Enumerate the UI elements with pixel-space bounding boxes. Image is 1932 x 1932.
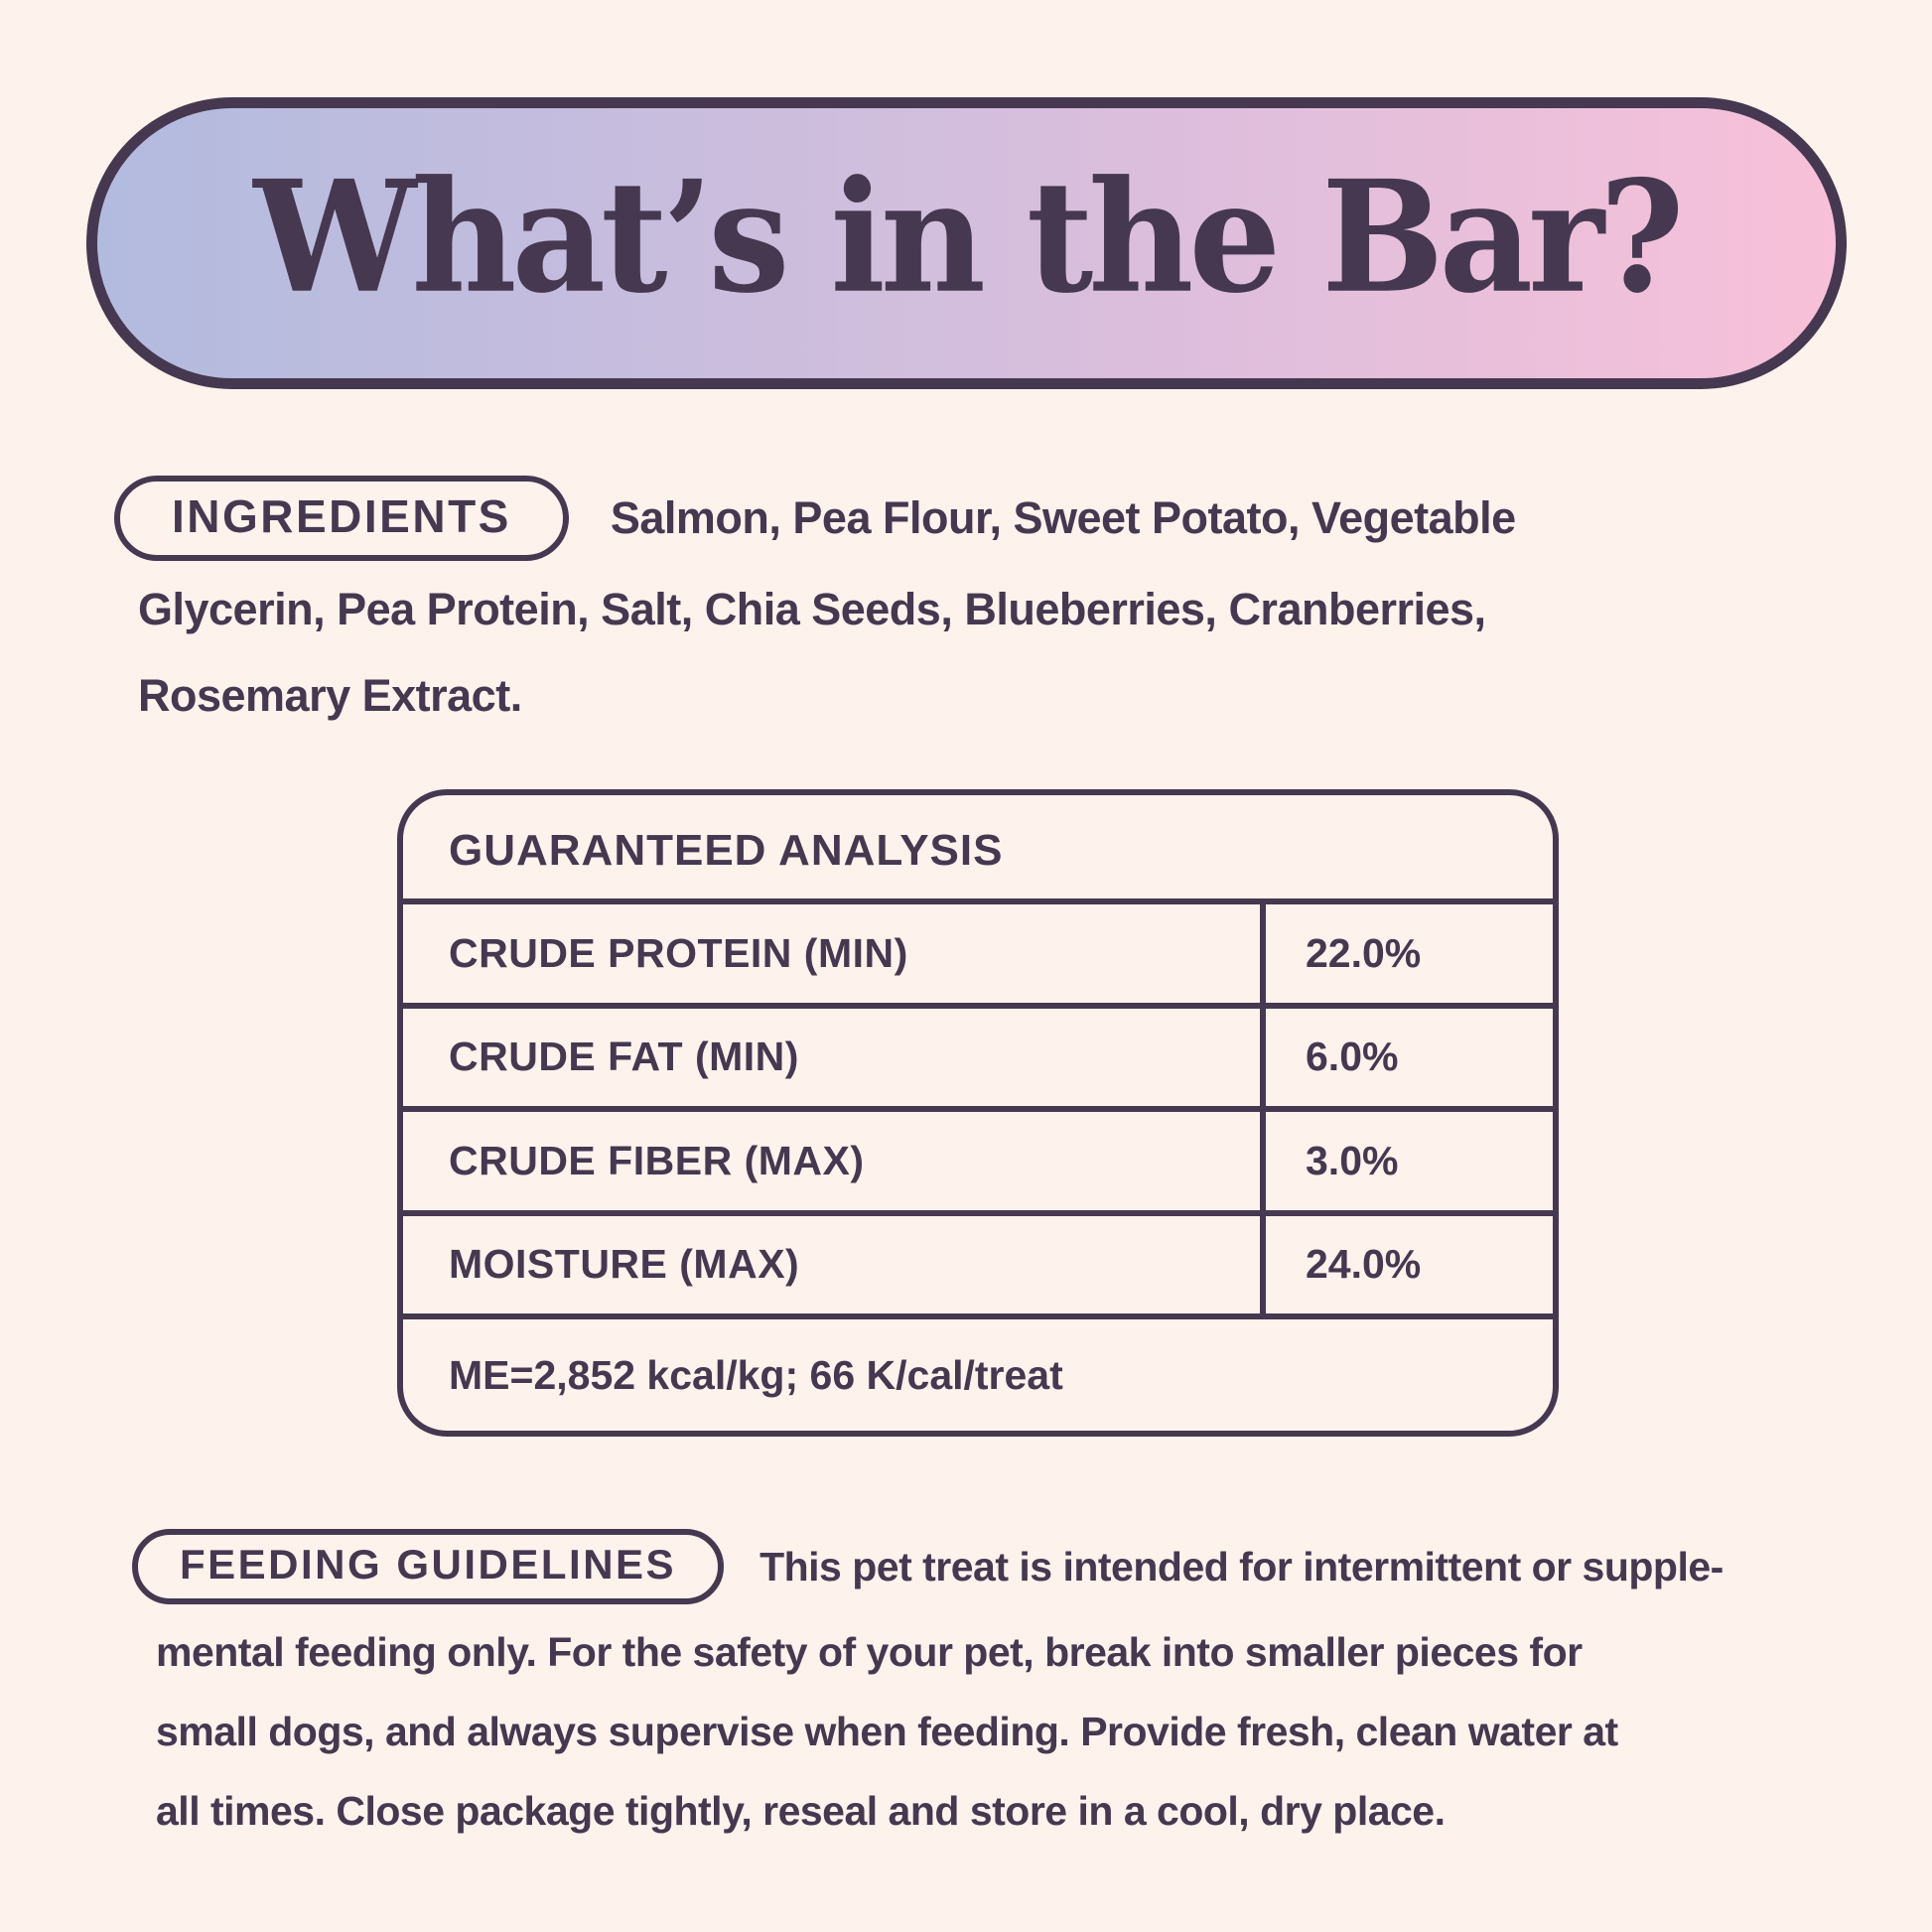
table-row	[403, 1210, 1553, 1314]
ingredients-badge: INGREDIENTS	[114, 476, 569, 561]
feeding-guidelines-section	[132, 1521, 1860, 1851]
ingredients-text-line-2: Glycerin, Pea Protein, Salt, Chia Seeds, Blueberries, Cranberries,	[138, 584, 1486, 634]
table-row	[403, 1106, 1553, 1210]
feeding-guidelines-badge: FEEDING GUIDELINES	[132, 1529, 724, 1604]
feeding-text-line-4: all times. Close package tightly, reseal and store in a cool, dry place.	[156, 1788, 1446, 1834]
header-pill	[86, 97, 1847, 389]
feeding-text-line-2: mental feeding only. For the safety of your pet, break into smaller pieces for	[156, 1629, 1583, 1675]
ingredients-text-line-1: Salmon, Pea Flour, Sweet Potato, Vegetable	[610, 492, 1516, 543]
row-value-crude-fiber: 3.0%	[1260, 1112, 1553, 1210]
row-value-crude-fat: 6.0%	[1260, 1009, 1553, 1107]
guaranteed-analysis-title: GUARANTEED ANALYSIS	[449, 826, 1004, 875]
feeding-text-line-1: This pet treat is intended for intermittent or supple-	[759, 1543, 1724, 1589]
row-value-moisture: 24.0%	[1260, 1216, 1553, 1314]
row-label-moisture: MOISTURE (MAX)	[449, 1241, 800, 1288]
feeding-text-line-3: small dogs, and always supervise when feeding. Provide fresh, clean water at	[156, 1709, 1618, 1754]
ingredients-section	[114, 471, 1842, 739]
guaranteed-analysis-table	[397, 789, 1559, 1437]
row-label-crude-protein: CRUDE PROTEIN (MIN)	[449, 929, 908, 976]
page-title: What’s in the Bar?	[253, 147, 1680, 328]
ingredients-text-line-3: Rosemary Extract.	[138, 670, 522, 721]
row-label-crude-fiber: CRUDE FIBER (MAX)	[449, 1137, 865, 1183]
row-value-crude-protein: 22.0%	[1260, 904, 1553, 1003]
calorie-content-note: ME=2,852 kcal/kg; 66 K/cal/treat	[403, 1313, 1553, 1431]
table-row	[403, 1003, 1553, 1107]
row-label-crude-fat: CRUDE FAT (MIN)	[449, 1034, 799, 1080]
table-row	[403, 898, 1553, 1003]
